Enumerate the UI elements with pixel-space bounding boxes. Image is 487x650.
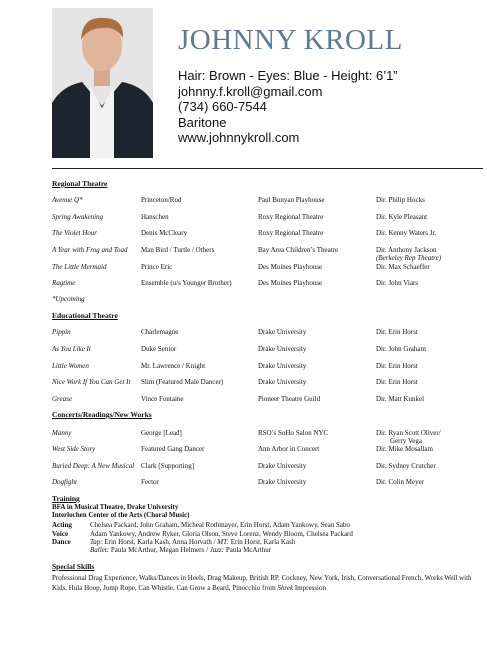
venue: Ann Arbor in Concert bbox=[258, 445, 320, 453]
credit-row bbox=[52, 478, 483, 490]
credit-row bbox=[52, 445, 483, 457]
role: Fector bbox=[141, 478, 159, 486]
section-title-regional: Regional Theatre bbox=[52, 179, 108, 188]
director: Dir. Kyle Pleasant bbox=[376, 213, 428, 221]
credit-row bbox=[52, 462, 483, 474]
venue: Des Moines Playhouse bbox=[258, 279, 323, 287]
director: Dir. Erin Horst bbox=[376, 328, 418, 336]
director-note: Gerry Vega bbox=[390, 437, 422, 445]
role: Charlemagne bbox=[141, 328, 179, 336]
credit-row bbox=[52, 229, 483, 241]
section-title-educational: Educational Theatre bbox=[52, 311, 118, 320]
director: Dir. Sydney Crutcher bbox=[376, 462, 436, 470]
venue: Bay Area Children’s Theatre bbox=[258, 246, 339, 254]
director: Dir. Max Schaeffer bbox=[376, 263, 430, 271]
role: Slim (Featured Male Dancer) bbox=[141, 378, 224, 386]
director: Dir. Erin Horst bbox=[376, 362, 418, 370]
venue: Drake University bbox=[258, 362, 307, 370]
tap-teachers: Erin Horst, Karla Kash, Anna Horvath / bbox=[104, 538, 216, 546]
role: Man Bird / Turtle / Others bbox=[141, 246, 215, 254]
credit-row bbox=[52, 345, 483, 357]
credit-row bbox=[52, 279, 483, 291]
venue: Roxy Regional Theatre bbox=[258, 213, 324, 221]
director: Dir. Anthony Jackson bbox=[376, 246, 437, 254]
mt-label: MT: bbox=[217, 538, 229, 546]
venue: Drake University bbox=[258, 328, 307, 336]
skills-italic: Shrek bbox=[277, 584, 294, 592]
director: Dir. Colin Meyer bbox=[376, 478, 425, 486]
role: George [Lead] bbox=[141, 429, 182, 437]
show-title: Dogfight bbox=[52, 478, 77, 486]
role: Prince Eric bbox=[141, 263, 173, 271]
jazz-teachers: Paula McArthur bbox=[225, 546, 272, 554]
actor-name: JOHNNY KROLL bbox=[178, 24, 403, 56]
role: Ensemble (u/s Younger Brother) bbox=[141, 279, 232, 287]
show-title: Little Women bbox=[52, 362, 89, 370]
venue: Drake University bbox=[258, 478, 307, 486]
show-title: West Side Story bbox=[52, 445, 96, 453]
director: Dir. John Graham bbox=[376, 345, 426, 353]
director: Dir. Matt Kunkel bbox=[376, 395, 425, 403]
role: Featured Gang Dancer bbox=[141, 445, 205, 453]
credit-row bbox=[52, 213, 483, 225]
contact-block bbox=[178, 68, 398, 146]
jazz-label: Jazz: bbox=[209, 546, 225, 554]
dance-tap-line bbox=[90, 538, 295, 546]
director: Dir. Philip Hocks bbox=[376, 196, 425, 204]
venue: Drake University bbox=[258, 462, 307, 470]
phone-number: (734) 660-7544 bbox=[178, 99, 267, 114]
degree-line: BFA in Musical Theatre, Drake University bbox=[52, 503, 179, 511]
credit-row bbox=[52, 196, 483, 208]
venue: Roxy Regional Theatre bbox=[258, 229, 324, 237]
training-label-acting: Acting bbox=[52, 521, 72, 529]
role: Duke Senior bbox=[141, 345, 177, 353]
credit-row bbox=[52, 378, 483, 390]
tap-label: Tap: bbox=[90, 538, 103, 546]
show-title: Manny bbox=[52, 429, 72, 437]
show-title: As You Like It bbox=[52, 345, 91, 353]
training-label-dance: Dance bbox=[52, 538, 71, 546]
venue: Des Moines Playhouse bbox=[258, 263, 323, 271]
section-title-concerts: Concerts/Readings/New Works bbox=[52, 410, 152, 419]
school-line: Interlochen Center of the Arts (Choral Music) bbox=[52, 511, 190, 519]
show-title: Spring Awakening bbox=[52, 213, 104, 221]
website-link[interactable]: www.johnnykroll.com bbox=[178, 130, 300, 145]
director: Dir. Kenny Waters Jr. bbox=[376, 229, 437, 237]
section-title-training: Training bbox=[52, 494, 80, 503]
mt-teachers: Erin Horst, Karla Kash bbox=[230, 538, 296, 546]
director: Dir. John Viars bbox=[376, 279, 419, 287]
credit-row bbox=[52, 328, 483, 340]
voice-teachers: Adam Yankowy, Andrew Ryker, Gloria Olson, Steve Lorenz, Wendy Bloom, Chelsea Packard bbox=[90, 530, 353, 538]
venue: Paul Bunyan Playhouse bbox=[258, 196, 325, 204]
dance-ballet-line bbox=[90, 546, 271, 554]
show-title: The Little Mermaid bbox=[52, 263, 107, 271]
venue: Pioneer Theatre Guild bbox=[258, 395, 321, 403]
venue: Drake University bbox=[258, 378, 307, 386]
show-title: Avenue Q* bbox=[52, 196, 83, 204]
physical-stats: Hair: Brown - Eyes: Blue - Height: 6’1” bbox=[178, 68, 398, 83]
show-title: Buried Deep: A New Musical bbox=[52, 462, 135, 470]
credit-row bbox=[52, 395, 483, 407]
voice-type: Baritone bbox=[178, 114, 227, 130]
role: Mr. Lawrence / Knight bbox=[141, 362, 206, 370]
director-note: (Berkeley Rep Theatre) bbox=[376, 254, 442, 262]
director: Dir. Erin Horst bbox=[376, 378, 418, 386]
acting-teachers: Chelsea Packard, John Graham, Micheal Rothmayer, Erin Horst, Adam Yankowy, Sean Sabo bbox=[90, 521, 350, 529]
credit-row bbox=[52, 263, 483, 275]
credit-row bbox=[52, 362, 483, 374]
show-title: Ragtime bbox=[52, 279, 76, 287]
show-title: Pippin bbox=[52, 328, 71, 336]
director: Dir. Mike Mosallam bbox=[376, 445, 433, 453]
role: Vince Fontaine bbox=[141, 395, 184, 403]
show-title: A Year with Frog and Toad bbox=[52, 246, 128, 254]
role: Hanschen bbox=[141, 213, 169, 221]
director: Dir. Ryan Scott Oliver/ bbox=[376, 429, 441, 437]
role: Denis McCleary bbox=[141, 229, 188, 237]
role: Princeton/Rod bbox=[141, 196, 182, 204]
headshot-photo bbox=[52, 8, 153, 158]
role: Clark [Supporting] bbox=[141, 462, 195, 470]
training-label-voice: Voice bbox=[52, 530, 69, 538]
ballet-teachers: Paula McArthur, Megan Helmers / bbox=[110, 546, 208, 554]
skills-list: Professional Drag Experience, Walks/Dances in Heels, Drag Makeup, British RP, Cockney, New York, Irish, Conversational French, Works Well with Kids, Hula Hoop, Jump Rope, Can Whistle, Can Grow a Beard, Pinocchio from bbox=[52, 574, 472, 592]
skills-end: Impression bbox=[294, 584, 326, 592]
email-address[interactable]: johnny.f.kroll@gmail.com bbox=[178, 83, 323, 99]
venue: RSO’s SoHo Salon NYC bbox=[258, 429, 329, 437]
upcoming-note: *Upcoming bbox=[52, 295, 85, 303]
show-title: Nice Work If You Can Get It bbox=[52, 378, 131, 386]
show-title: The Violet Hour bbox=[52, 229, 97, 237]
venue: Drake University bbox=[258, 345, 307, 353]
section-title-skills: Special Skills bbox=[52, 562, 95, 571]
header-divider bbox=[52, 168, 483, 169]
skills-text bbox=[52, 573, 482, 593]
ballet-label: Ballet: bbox=[90, 546, 110, 554]
show-title: Grease bbox=[52, 395, 72, 403]
